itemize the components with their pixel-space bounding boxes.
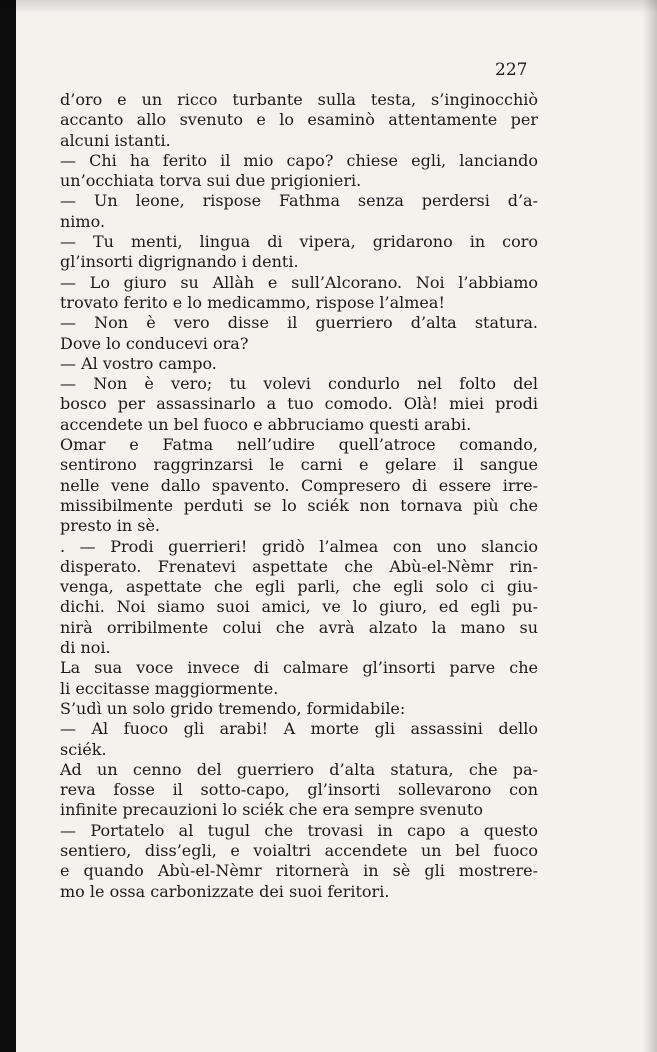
scan-right-edge <box>643 0 657 1052</box>
text-line: — Chi ha ferito il mio capo? chiese egli, lanciando <box>60 150 538 170</box>
text-line: bosco per assassinarlo a tuo comodo. Olà! miei prodi <box>60 394 538 414</box>
text-line: gl’insorti digrignando i denti. <box>60 252 299 272</box>
text-line: — Un leone, rispose Fathma senza perdersi d’a- <box>60 191 538 211</box>
text-line: sciék. <box>60 739 107 759</box>
text-line: missibilmente perduti se lo sciék non tornava più che <box>60 495 538 515</box>
text-line: Ad un cenno del guerriero d’alta statura, che pa- <box>60 759 538 779</box>
text-line: — Non è vero; tu volevi condurlo nel folto del <box>60 374 538 394</box>
text-line: alcuni istanti. <box>60 130 171 150</box>
body-text <box>60 90 538 902</box>
text-line: Omar e Fatma nell’udire quell’atroce comando, <box>60 435 538 455</box>
text-line: Dove lo conducevi ora? <box>60 333 249 353</box>
text-line: La sua voce invece di calmare gl’insorti parve che <box>60 658 538 678</box>
text-line: — Tu menti, lingua di vipera, gridarono in coro <box>60 232 538 252</box>
text-line: sentiero, diss’egli, e voialtri accendete un bel fuoco <box>60 840 538 860</box>
text-line: mo le ossa carbonizzate dei suoi feritori. <box>60 881 390 901</box>
text-line: presto in sè. <box>60 516 160 536</box>
text-line: li eccitasse maggiormente. <box>60 678 279 698</box>
text-line: — Lo giuro su Allàh e sull’Alcorano. Noi l’abbiamo <box>60 272 538 292</box>
text-line: . — Prodi guerrieri! gridò l’almea con uno slancio <box>60 536 538 556</box>
text-line: nirà orribilmente colui che avrà alzato la mano su <box>60 617 538 637</box>
text-line: di noi. <box>60 638 111 658</box>
text-line: nimo. <box>60 211 106 231</box>
text-line: — Al fuoco gli arabi! A morte gli assassini dello <box>60 719 538 739</box>
scan-top-edge <box>0 0 657 14</box>
text-line: venga, aspettate che egli parli, che egli solo ci giu- <box>60 577 538 597</box>
text-line: S’udì un solo grido tremendo, formidabile: <box>60 698 406 718</box>
text-line: nelle vene dallo spavento. Compresero di essere irre- <box>60 475 538 495</box>
text-line: — Non è vero disse il guerriero d’alta statura. <box>60 313 538 333</box>
scan-binding-edge <box>0 0 16 1052</box>
text-line: reva fosse il sotto-capo, gl’insorti sollevarono con <box>60 780 538 800</box>
text-line: d’oro e un ricco turbante sulla testa, s’inginocchiò <box>60 90 538 109</box>
text-line: disperato. Frenatevi aspettate che Abù-el-Nèmr rin- <box>60 556 538 576</box>
text-line: — Portatelo al tugul che trovasi in capo a questo <box>60 820 538 840</box>
text-line: accendete un bel fuoco e abbruciamo questi arabi. <box>60 414 472 434</box>
text-line: trovato ferito e lo medicammo, rispose l’almea! <box>60 292 445 312</box>
text-line: e quando Abù-el-Nèmr ritornerà in sè gli mostrere- <box>60 861 538 881</box>
text-line: — Al vostro campo. <box>60 353 217 373</box>
text-line: infinite precauzioni lo sciék che era sempre svenuto <box>60 800 483 820</box>
text-line: un’occhiata torva sui due prigionieri. <box>60 171 362 191</box>
text-line: sentirono raggrinzarsi le carni e gelare il sangue <box>60 455 538 475</box>
text-line: accanto allo svenuto e lo esaminò attentamente per <box>60 110 538 130</box>
text-line: dichi. Noi siamo suoi amici, ve lo giuro, ed egli pu- <box>60 597 538 617</box>
page-number: 227 <box>495 60 528 80</box>
